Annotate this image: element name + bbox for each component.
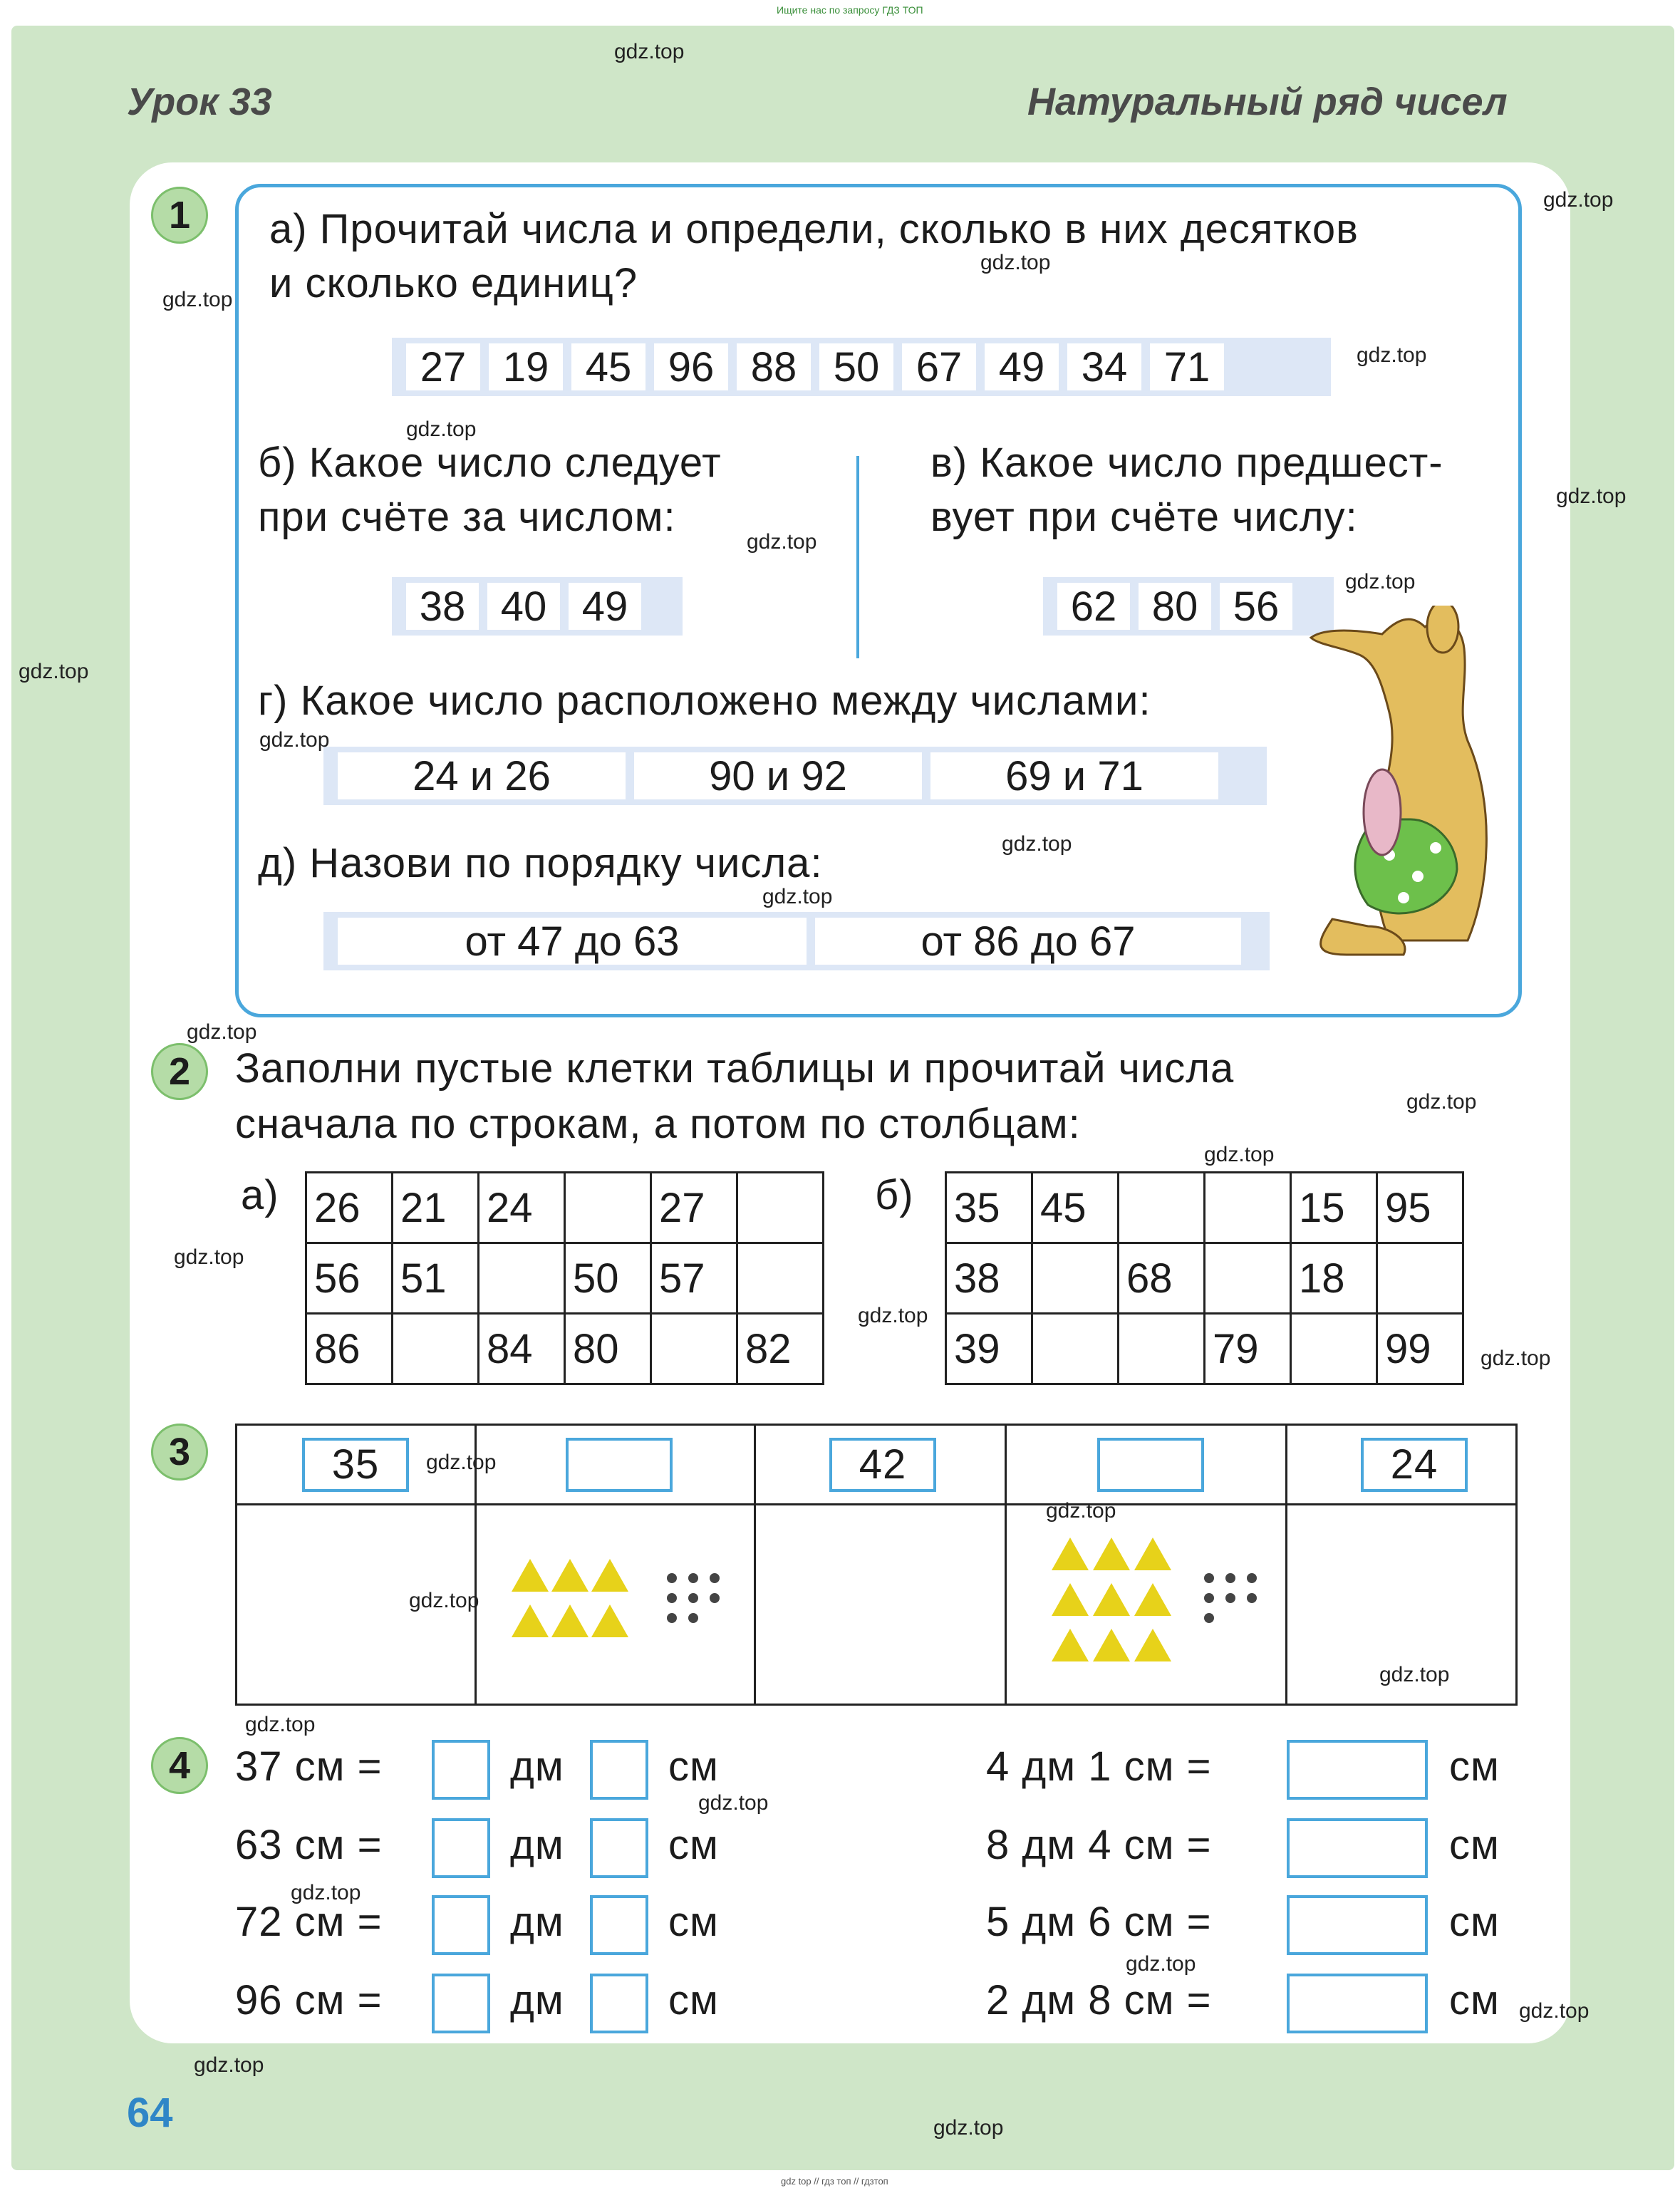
- task3-value-box: 24: [1361, 1438, 1468, 1492]
- table-cell: 80: [565, 1314, 651, 1384]
- pair-cell: 24 и 26: [338, 752, 626, 799]
- task4-cm-label: см: [668, 1899, 719, 1945]
- task1-a-line2: и сколько единиц?: [269, 260, 638, 306]
- table-cell: 27: [651, 1173, 737, 1243]
- top-banner[interactable]: Ищите нас по запросу ГДЗ ТОП: [777, 4, 923, 16]
- task4-right-expr: 2 дм 8 см =: [986, 1977, 1212, 2023]
- number-cell: 96: [654, 343, 728, 390]
- table-cell[interactable]: [737, 1173, 824, 1243]
- table-cell[interactable]: [1291, 1314, 1377, 1384]
- range-cell: от 47 до 63: [338, 918, 807, 965]
- watermark-text: gdz.top: [980, 251, 1051, 274]
- task4-right-unit: см: [1449, 1977, 1500, 2023]
- watermark-text: gdz.top: [1406, 1090, 1477, 1114]
- bottom-banner[interactable]: gdz top // гдз топ // гдзтоп: [781, 2176, 888, 2187]
- task1-d-strip: [323, 912, 1270, 970]
- task4-cm-input[interactable]: [590, 1974, 648, 2033]
- task1-a-line1: а) Прочитай числа и определи, сколько в них десятков: [269, 206, 1359, 252]
- task4-dm-label: дм: [510, 1822, 564, 1868]
- dot-shape: [688, 1573, 698, 1583]
- task4-right-input[interactable]: [1287, 1740, 1428, 1800]
- task1-divider: [856, 456, 859, 658]
- table-cell: 86: [306, 1314, 393, 1384]
- table-cell[interactable]: [1119, 1314, 1205, 1384]
- watermark-text: gdz.top: [426, 1451, 497, 1474]
- watermark-text: gdz.top: [1519, 1999, 1590, 2023]
- triangle-shape: [551, 1559, 588, 1592]
- watermark-text: gdz.top: [614, 40, 685, 63]
- task1-v-line2: вует при счёте числу:: [930, 494, 1358, 540]
- table-cell[interactable]: [737, 1243, 824, 1314]
- number-cell: 71: [1150, 343, 1224, 390]
- table-cell: 15: [1291, 1173, 1377, 1243]
- table-cell: 51: [393, 1243, 479, 1314]
- watermark-text: gdz.top: [1543, 188, 1614, 212]
- task4-cm-label: см: [668, 1743, 719, 1790]
- task4-dm-label: дм: [510, 1899, 564, 1945]
- dot-shape: [667, 1613, 677, 1623]
- dot-shape: [1204, 1593, 1214, 1603]
- task4-cm-input[interactable]: [590, 1818, 648, 1878]
- task4-right-unit: см: [1449, 1822, 1500, 1868]
- triangle-shape: [551, 1604, 588, 1637]
- topic-title: Натуральный ряд чисел: [1027, 81, 1508, 123]
- watermark-text: gdz.top: [245, 1713, 316, 1736]
- task4-cm-input[interactable]: [590, 1740, 648, 1800]
- dot-shape: [688, 1613, 698, 1623]
- dot-shape: [667, 1573, 677, 1583]
- triangle-shape: [1093, 1629, 1130, 1661]
- task1-v-line1: в) Какое число предшест-: [930, 440, 1443, 486]
- table-cell[interactable]: [565, 1173, 651, 1243]
- number-cell: 27: [406, 343, 480, 390]
- triangle-shape: [1134, 1538, 1171, 1570]
- watermark-text: gdz.top: [1481, 1347, 1551, 1370]
- table-cell[interactable]: [1032, 1314, 1119, 1384]
- table-cell: 18: [1291, 1243, 1377, 1314]
- task4-dm-label: дм: [510, 1743, 564, 1790]
- watermark-text: gdz.top: [187, 1020, 257, 1044]
- task4-cm-label: см: [668, 1822, 719, 1868]
- triangle-shape: [1093, 1538, 1130, 1570]
- table-cell[interactable]: [1377, 1243, 1463, 1314]
- watermark-text: gdz.top: [858, 1304, 928, 1327]
- number-cell: 38: [406, 583, 479, 630]
- table-cell[interactable]: [1205, 1243, 1291, 1314]
- table-row: [946, 1173, 1463, 1243]
- triangle-shape: [1052, 1629, 1089, 1661]
- watermark-text: gdz.top: [174, 1245, 244, 1269]
- task3-col-divider: [1285, 1424, 1287, 1704]
- watermark-text: gdz.top: [1126, 1952, 1196, 1976]
- task4-badge: 4: [151, 1737, 208, 1794]
- table-cell: 35: [946, 1173, 1032, 1243]
- triangle-shape: [591, 1604, 628, 1637]
- kangaroo-illustration: [1304, 606, 1510, 962]
- task1-b-line2: при счёте за числом:: [258, 494, 676, 540]
- task4-dm-input[interactable]: [432, 1818, 490, 1878]
- table-cell[interactable]: [1119, 1173, 1205, 1243]
- table-cell: 82: [737, 1314, 824, 1384]
- task2-badge: 2: [151, 1043, 208, 1100]
- table-row: [306, 1173, 824, 1243]
- triangle-shape: [512, 1559, 549, 1592]
- watermark-text: gdz.top: [1204, 1143, 1275, 1166]
- task4-dm-input[interactable]: [432, 1740, 490, 1800]
- number-cell: 88: [737, 343, 811, 390]
- task2-label-b: б): [875, 1172, 914, 1218]
- table-cell: 21: [393, 1173, 479, 1243]
- task4-right-unit: см: [1449, 1899, 1500, 1945]
- triangle-shape: [591, 1559, 628, 1592]
- task4-left-expr: 96 см =: [235, 1977, 383, 2023]
- task4-left-expr: 72 см =: [235, 1899, 383, 1945]
- watermark-text: gdz.top: [762, 885, 833, 908]
- task2-table-b: [945, 1171, 1464, 1385]
- dot-shape: [1247, 1573, 1257, 1583]
- task1-g-line: г) Какое число расположено между числами:: [258, 678, 1151, 724]
- number-cell: 80: [1139, 583, 1211, 630]
- task1-g-strip: [323, 747, 1267, 805]
- dot-shape: [1225, 1593, 1235, 1603]
- task4-right-input[interactable]: [1287, 1974, 1428, 2033]
- table-row: [306, 1314, 824, 1384]
- task2-line2: сначала по строкам, а потом по столбцам:: [235, 1101, 1081, 1147]
- table-cell: 39: [946, 1314, 1032, 1384]
- task1-v-strip: [1043, 577, 1334, 636]
- dot-shape: [1204, 1573, 1214, 1583]
- table-cell[interactable]: [1205, 1173, 1291, 1243]
- task3-row-divider: [235, 1503, 1515, 1505]
- table-row: [306, 1243, 824, 1314]
- number-cell: 19: [489, 343, 563, 390]
- watermark-text: gdz.top: [1046, 1499, 1116, 1523]
- task4-dm-input[interactable]: [432, 1974, 490, 2033]
- triangle-shape: [1134, 1629, 1171, 1661]
- task3-col-divider: [754, 1424, 756, 1704]
- watermark-text: gdz.top: [933, 2116, 1004, 2140]
- task3-value-box: 42: [829, 1438, 936, 1492]
- task4-left-expr: 37 см =: [235, 1743, 383, 1790]
- table-cell: 57: [651, 1243, 737, 1314]
- task1-b-line1: б) Какое число следует: [258, 440, 722, 486]
- watermark-text: gdz.top: [19, 660, 89, 683]
- task2-label-a: а): [241, 1172, 279, 1218]
- task2-line1: Заполни пустые клетки таблицы и прочитай числа: [235, 1045, 1235, 1092]
- dot-shape: [710, 1573, 720, 1583]
- range-cell: от 86 до 67: [815, 918, 1241, 965]
- task1-badge: 1: [151, 187, 208, 244]
- dot-shape: [710, 1593, 720, 1603]
- triangle-shape: [1052, 1583, 1089, 1616]
- task1-a-strip: [392, 338, 1331, 396]
- watermark-text: gdz.top: [291, 1881, 361, 1904]
- task2-table-a: [305, 1171, 824, 1385]
- page-number: 64: [127, 2090, 173, 2136]
- triangle-shape: [1052, 1538, 1089, 1570]
- table-cell: 24: [479, 1173, 565, 1243]
- triangle-shape: [1134, 1583, 1171, 1616]
- table-cell: 38: [946, 1243, 1032, 1314]
- dot-shape: [1204, 1613, 1214, 1623]
- number-cell: 49: [985, 343, 1059, 390]
- task4-cm-label: см: [668, 1977, 719, 2023]
- task4-dm-input[interactable]: [432, 1895, 490, 1955]
- triangle-shape: [1093, 1583, 1130, 1616]
- dot-shape: [1247, 1593, 1257, 1603]
- pair-cell: 90 и 92: [634, 752, 922, 799]
- table-cell[interactable]: [651, 1314, 737, 1384]
- number-cell: 62: [1057, 583, 1130, 630]
- number-cell: 67: [902, 343, 976, 390]
- watermark-text: gdz.top: [162, 288, 233, 311]
- task4-right-expr: 4 дм 1 см =: [986, 1743, 1212, 1790]
- task3-col-divider: [1005, 1424, 1007, 1704]
- number-cell: 40: [487, 583, 560, 630]
- task4-left-expr: 63 см =: [235, 1822, 383, 1868]
- watermark-text: gdz.top: [1379, 1663, 1450, 1686]
- task3-value-box[interactable]: [566, 1438, 673, 1492]
- table-cell: 26: [306, 1173, 393, 1243]
- lesson-title: Урок 33: [127, 81, 272, 123]
- number-cell: 34: [1067, 343, 1141, 390]
- table-cell: 56: [306, 1243, 393, 1314]
- task4-right-input[interactable]: [1287, 1895, 1428, 1955]
- table-cell: 84: [479, 1314, 565, 1384]
- dot-shape: [688, 1593, 698, 1603]
- watermark-text: gdz.top: [1556, 484, 1627, 508]
- watermark-text: gdz.top: [1357, 343, 1427, 367]
- number-cell: 56: [1220, 583, 1292, 630]
- watermark-text: gdz.top: [698, 1791, 769, 1815]
- watermark-text: gdz.top: [1002, 832, 1072, 856]
- table-cell: 99: [1377, 1314, 1463, 1384]
- task4-right-expr: 5 дм 6 см =: [986, 1899, 1212, 1945]
- task3-value-box[interactable]: [1097, 1438, 1204, 1492]
- task3-value-box: 35: [302, 1438, 409, 1492]
- number-cell: 45: [571, 343, 645, 390]
- task3-badge: 3: [151, 1424, 208, 1481]
- table-cell: 79: [1205, 1314, 1291, 1384]
- watermark-text: gdz.top: [747, 530, 817, 554]
- task4-right-input[interactable]: [1287, 1818, 1428, 1878]
- table-cell: 45: [1032, 1173, 1119, 1243]
- number-cell: 50: [819, 343, 893, 390]
- task4-dm-label: дм: [510, 1977, 564, 2023]
- table-cell[interactable]: [393, 1314, 479, 1384]
- triangle-shape: [512, 1604, 549, 1637]
- table-row: [946, 1314, 1463, 1384]
- task1-b-strip: [392, 577, 683, 636]
- dot-shape: [1225, 1573, 1235, 1583]
- table-cell[interactable]: [479, 1243, 565, 1314]
- table-cell: 68: [1119, 1243, 1205, 1314]
- table-cell: 50: [565, 1243, 651, 1314]
- task4-right-unit: см: [1449, 1743, 1500, 1790]
- pair-cell: 69 и 71: [930, 752, 1218, 799]
- watermark-text: gdz.top: [1345, 570, 1416, 593]
- watermark-text: gdz.top: [194, 2053, 264, 2077]
- table-cell[interactable]: [1032, 1243, 1119, 1314]
- task4-right-expr: 8 дм 4 см =: [986, 1822, 1212, 1868]
- task1-d-line: д) Назови по порядку числа:: [258, 840, 823, 886]
- dot-shape: [667, 1593, 677, 1603]
- table-cell: 95: [1377, 1173, 1463, 1243]
- watermark-text: gdz.top: [409, 1589, 479, 1612]
- number-cell: 49: [569, 583, 641, 630]
- watermark-text: gdz.top: [259, 728, 330, 752]
- task4-cm-input[interactable]: [590, 1895, 648, 1955]
- table-row: [946, 1243, 1463, 1314]
- watermark-text: gdz.top: [406, 418, 477, 441]
